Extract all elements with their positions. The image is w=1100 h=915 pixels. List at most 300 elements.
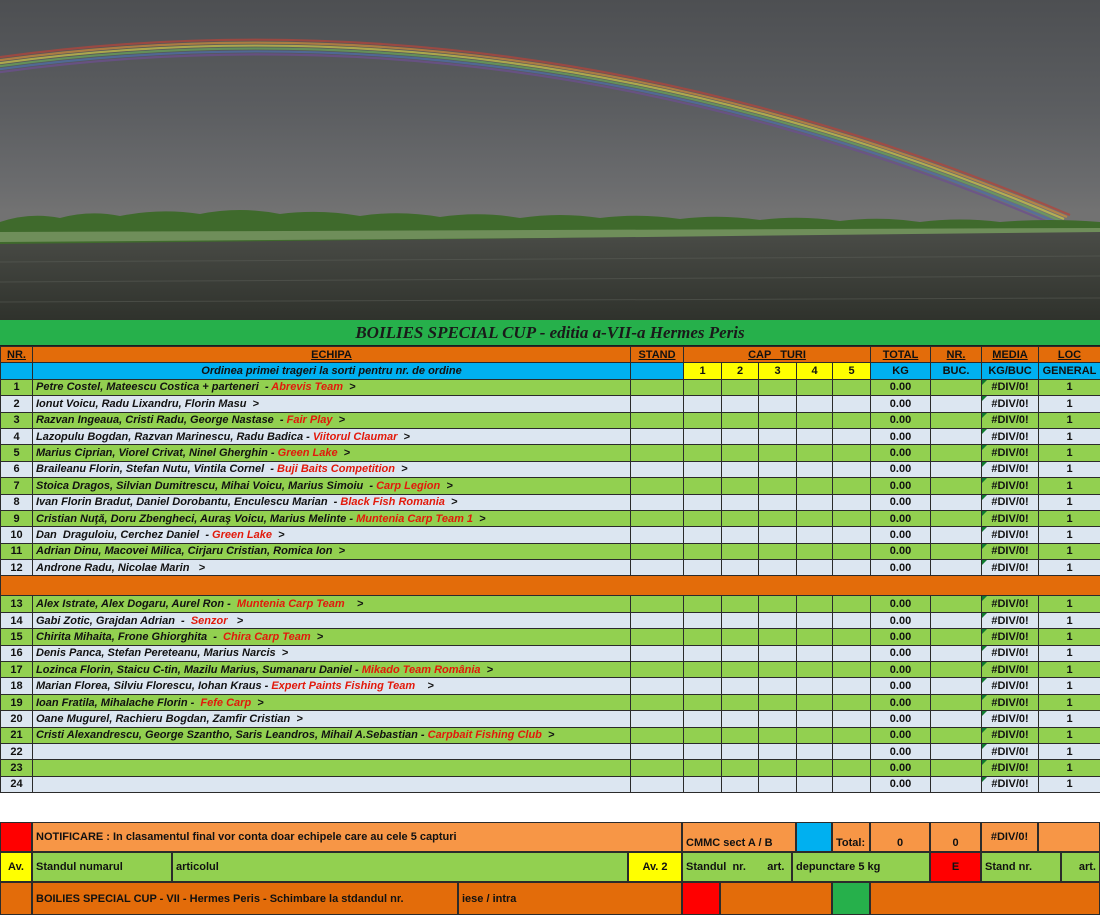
capture-cell-1[interactable]	[684, 694, 722, 710]
total-label: Total:	[832, 822, 870, 852]
capture-cell-1[interactable]	[684, 461, 722, 477]
capture-cell-2[interactable]	[722, 412, 759, 428]
capture-cell-2[interactable]	[722, 645, 759, 661]
capture-cell-3[interactable]	[759, 445, 797, 461]
buc-cell[interactable]	[931, 478, 982, 494]
loc-cell: 1	[1039, 428, 1100, 444]
capture-cell-5[interactable]	[833, 396, 871, 412]
capture-cell-3[interactable]	[759, 711, 797, 727]
page-title: BOILIES SPECIAL CUP - editia a-VII-a Hermes Peris	[0, 320, 1100, 346]
stand-cell[interactable]	[631, 510, 684, 526]
buc-cell[interactable]	[931, 629, 982, 645]
capture-cell-5[interactable]	[833, 629, 871, 645]
table-row	[1, 612, 1100, 628]
buc-cell[interactable]	[931, 445, 982, 461]
capture-cell-1[interactable]	[684, 612, 722, 628]
separator-cell	[1, 576, 1100, 596]
team-arrow: >	[541, 729, 555, 742]
capture-cell-4[interactable]	[797, 694, 833, 710]
capture-cell-3[interactable]	[759, 478, 797, 494]
stand-cell[interactable]	[631, 379, 684, 395]
team-members: Dan Draguloiu, Cerchez Daniel -	[36, 528, 213, 541]
team-name: Green Lake	[277, 447, 338, 460]
buc-cell[interactable]	[931, 461, 982, 477]
total-kg-cell: 0.00	[871, 510, 931, 526]
buc-cell[interactable]	[931, 645, 982, 661]
capture-cell-3[interactable]	[759, 543, 797, 559]
capture-cell-1[interactable]	[684, 776, 722, 792]
media-cell: #DIV/0!	[982, 645, 1039, 661]
buc-cell[interactable]	[931, 494, 982, 510]
team-arrow: >	[271, 528, 285, 541]
media-cell: #DIV/0!	[982, 743, 1039, 759]
total-kg-cell: 0.00	[871, 662, 931, 678]
team-name: Carpbait Fishing Club	[427, 729, 542, 742]
capture-cell-3[interactable]	[759, 645, 797, 661]
articolul: articolul	[172, 852, 628, 882]
stand-cell[interactable]	[631, 662, 684, 678]
capture-cell-5[interactable]	[833, 760, 871, 776]
buc-cell[interactable]	[931, 694, 982, 710]
capture-cell-3[interactable]	[759, 412, 797, 428]
notification-text: NOTIFICARE : In clasamentul final vor conta doar echipele care au cele 5 capturi	[32, 822, 682, 852]
capture-cell-5[interactable]	[833, 527, 871, 543]
capture-cell-5[interactable]	[833, 510, 871, 526]
capture-cell-5[interactable]	[833, 478, 871, 494]
capture-cell-1[interactable]	[684, 527, 722, 543]
capture-cell-2[interactable]	[722, 596, 759, 612]
buc-cell[interactable]	[931, 727, 982, 743]
capture-cell-4[interactable]	[797, 629, 833, 645]
capture-cell-2[interactable]	[722, 494, 759, 510]
total-kg-cell: 0.00	[871, 612, 931, 628]
header-total: TOTAL	[871, 347, 931, 363]
row-number: 13	[1, 596, 33, 612]
buc-cell[interactable]	[931, 662, 982, 678]
total-kg-cell: 0.00	[871, 760, 931, 776]
stand-cell[interactable]	[631, 727, 684, 743]
team-members: Cristi Alexandrescu, George Szantho, Saris Leandros, Mihail A.Sebastian -	[36, 729, 428, 742]
team-members: Lozinca Florin, Staicu C-tin, Mazilu Marius, Sumanaru Daniel -	[36, 663, 362, 676]
total-kg-cell: 0.00	[871, 494, 931, 510]
media-cell: #DIV/0!	[982, 694, 1039, 710]
capture-cell-2[interactable]	[722, 612, 759, 628]
team-cell	[33, 760, 631, 776]
row-number: 7	[1, 478, 33, 494]
media-cell: #DIV/0!	[982, 527, 1039, 543]
media-cell: #DIV/0!	[982, 596, 1039, 612]
stand-cell[interactable]	[631, 776, 684, 792]
capture-cell-1[interactable]	[684, 478, 722, 494]
capture-cell-2[interactable]	[722, 396, 759, 412]
team-members: Gabi Zotic, Grajdan Adrian -	[36, 614, 191, 627]
capture-cell-1[interactable]	[684, 494, 722, 510]
green-block	[832, 882, 870, 915]
table-row	[1, 776, 1100, 792]
row-number: 15	[1, 629, 33, 645]
total-kg-cell: 0.00	[871, 461, 931, 477]
loc-cell: 1	[1039, 678, 1100, 694]
capture-cell-1[interactable]	[684, 396, 722, 412]
capture-cell-5[interactable]	[833, 662, 871, 678]
team-name: Muntenia Carp Team	[236, 598, 345, 611]
capture-cell-4[interactable]	[797, 379, 833, 395]
total-kg-cell: 0.00	[871, 445, 931, 461]
capture-cell-4[interactable]	[797, 396, 833, 412]
capture-cell-2[interactable]	[722, 478, 759, 494]
art-label: art.	[1061, 852, 1100, 882]
capture-cell-3[interactable]	[759, 662, 797, 678]
capture-cell-1[interactable]	[684, 645, 722, 661]
stand-cell[interactable]	[631, 428, 684, 444]
team-arrow: >	[397, 430, 410, 443]
team-cell	[33, 527, 631, 543]
capture-cell-5[interactable]	[833, 612, 871, 628]
stand-cell[interactable]	[631, 760, 684, 776]
team-name: Black Fish Romania	[340, 496, 445, 509]
capture-cell-2[interactable]	[722, 510, 759, 526]
loc-cell: 1	[1039, 379, 1100, 395]
capture-cell-1[interactable]	[684, 743, 722, 759]
capture-cell-4[interactable]	[797, 445, 833, 461]
capture-cell-4[interactable]	[797, 743, 833, 759]
row-number: 17	[1, 662, 33, 678]
capture-cell-2[interactable]	[722, 760, 759, 776]
row-number: 23	[1, 760, 33, 776]
row-number: 24	[1, 776, 33, 792]
team-cell	[33, 727, 631, 743]
team-cell	[33, 776, 631, 792]
capture-cell-2[interactable]	[722, 743, 759, 759]
header-row	[1, 347, 1100, 363]
table-row	[1, 527, 1100, 543]
subheader-kg-buc: KG/BUC	[982, 363, 1039, 379]
stand-cell[interactable]	[631, 629, 684, 645]
stand-cell[interactable]	[631, 461, 684, 477]
stand-cell[interactable]	[631, 560, 684, 576]
capture-cell-3[interactable]	[759, 396, 797, 412]
buc-cell[interactable]	[931, 428, 982, 444]
standul-numarul: Standul numarul	[32, 852, 172, 882]
stand-cell[interactable]	[631, 612, 684, 628]
capture-cell-3[interactable]	[759, 776, 797, 792]
capture-cell-5[interactable]	[833, 727, 871, 743]
team-cell	[33, 412, 631, 428]
buc-cell[interactable]	[931, 678, 982, 694]
table-row	[1, 412, 1100, 428]
red-block	[682, 882, 720, 915]
stand-cell[interactable]	[631, 645, 684, 661]
capture-cell-2[interactable]	[722, 445, 759, 461]
row-number: 20	[1, 711, 33, 727]
turn-4: 4	[797, 363, 833, 379]
capture-cell-5[interactable]	[833, 461, 871, 477]
capture-cell-5[interactable]	[833, 543, 871, 559]
stand-cell[interactable]	[631, 445, 684, 461]
row-number: 22	[1, 743, 33, 759]
team-cell	[33, 560, 631, 576]
turn-5: 5	[833, 363, 871, 379]
header-loc: LOC	[1039, 347, 1100, 363]
lake-rainbow-image	[0, 0, 1100, 320]
buc-cell[interactable]	[931, 743, 982, 759]
buc-cell[interactable]	[931, 510, 982, 526]
team-name: Fair Play	[286, 414, 333, 427]
capture-cell-3[interactable]	[759, 678, 797, 694]
stand-cell[interactable]	[631, 543, 684, 559]
stand-cell[interactable]	[631, 596, 684, 612]
media-cell: #DIV/0!	[982, 662, 1039, 678]
rows-group-b	[1, 596, 1100, 793]
total-kg-cell: 0.00	[871, 743, 931, 759]
e-marker: E	[930, 852, 981, 882]
stand-cell[interactable]	[631, 412, 684, 428]
header-media: MEDIA	[982, 347, 1039, 363]
team-cell	[33, 743, 631, 759]
team-name: Fefe Carp	[200, 696, 252, 709]
capture-cell-4[interactable]	[797, 760, 833, 776]
stand-cell[interactable]	[631, 743, 684, 759]
capture-cell-3[interactable]	[759, 379, 797, 395]
capture-cell-5[interactable]	[833, 412, 871, 428]
capture-cell-5[interactable]	[833, 445, 871, 461]
capture-cell-4[interactable]	[797, 412, 833, 428]
buc-cell[interactable]	[931, 543, 982, 559]
subheader-note: Ordinea primei trageri la sorti pentru nr. de ordine	[33, 363, 631, 379]
row-number: 2	[1, 396, 33, 412]
capture-cell-1[interactable]	[684, 445, 722, 461]
capture-cell-2[interactable]	[722, 461, 759, 477]
capture-cell-3[interactable]	[759, 727, 797, 743]
capture-cell-1[interactable]	[684, 760, 722, 776]
capture-cell-3[interactable]	[759, 560, 797, 576]
table-row	[1, 694, 1100, 710]
team-cell	[33, 478, 631, 494]
capture-cell-2[interactable]	[722, 527, 759, 543]
team-name: Senzor	[190, 614, 228, 627]
buc-cell[interactable]	[931, 412, 982, 428]
header-echipa: ECHIPA	[33, 347, 631, 363]
capture-cell-1[interactable]	[684, 678, 722, 694]
loc-cell: 1	[1039, 461, 1100, 477]
buc-cell[interactable]	[931, 776, 982, 792]
capture-cell-2[interactable]	[722, 694, 759, 710]
capture-cell-3[interactable]	[759, 596, 797, 612]
stand-cell[interactable]	[631, 678, 684, 694]
buc-cell[interactable]	[931, 711, 982, 727]
team-name: Abrevis Team	[271, 381, 344, 394]
capture-cell-4[interactable]	[797, 711, 833, 727]
stand-cell[interactable]	[631, 694, 684, 710]
av-label: Av.	[0, 852, 32, 882]
media-cell: #DIV/0!	[982, 612, 1039, 628]
loc-cell: 1	[1039, 478, 1100, 494]
buc-cell[interactable]	[931, 760, 982, 776]
table-row	[1, 596, 1100, 612]
media-cell: #DIV/0!	[982, 727, 1039, 743]
capture-cell-4[interactable]	[797, 645, 833, 661]
capture-cell-1[interactable]	[684, 510, 722, 526]
capture-cell-5[interactable]	[833, 678, 871, 694]
buc-cell[interactable]	[931, 396, 982, 412]
capture-cell-4[interactable]	[797, 776, 833, 792]
capture-cell-1[interactable]	[684, 727, 722, 743]
capture-cell-2[interactable]	[722, 678, 759, 694]
header-nr: NR.	[1, 347, 33, 363]
team-name: Buji Baits Competition	[277, 463, 395, 476]
capture-cell-5[interactable]	[833, 379, 871, 395]
capture-cell-3[interactable]	[759, 629, 797, 645]
team-cell	[33, 612, 631, 628]
capture-cell-5[interactable]	[833, 560, 871, 576]
team-arrow: >	[440, 479, 453, 492]
stand-cell[interactable]	[631, 527, 684, 543]
team-cell	[33, 645, 631, 661]
capture-cell-4[interactable]	[797, 596, 833, 612]
capture-cell-2[interactable]	[722, 727, 759, 743]
buc-cell[interactable]	[931, 560, 982, 576]
team-members: Petre Costel, Mateescu Costica + parteneri -	[36, 381, 272, 394]
capture-cell-5[interactable]	[833, 711, 871, 727]
capture-cell-4[interactable]	[797, 612, 833, 628]
team-name: Green Lake	[212, 528, 272, 541]
cmmc-label: CMMC sect A / B	[682, 822, 796, 852]
capture-cell-2[interactable]	[722, 428, 759, 444]
capture-cell-4[interactable]	[797, 662, 833, 678]
buc-cell[interactable]	[931, 379, 982, 395]
capture-cell-5[interactable]	[833, 428, 871, 444]
team-name: Mikado Team România	[361, 663, 481, 676]
loc-cell: 1	[1039, 527, 1100, 543]
total-kg-cell: 0.00	[871, 776, 931, 792]
capture-cell-4[interactable]	[797, 678, 833, 694]
table-row	[1, 760, 1100, 776]
team-arrow: >	[444, 496, 458, 509]
capture-cell-1[interactable]	[684, 428, 722, 444]
capture-cell-3[interactable]	[759, 760, 797, 776]
loc-cell: 1	[1039, 662, 1100, 678]
team-cell	[33, 711, 631, 727]
team-arrow: >	[310, 630, 324, 643]
capture-cell-2[interactable]	[722, 776, 759, 792]
capture-cell-4[interactable]	[797, 510, 833, 526]
total-kg-cell: 0.00	[871, 412, 931, 428]
stand-cell[interactable]	[631, 494, 684, 510]
header-nr-buc: NR.	[931, 347, 982, 363]
capture-cell-4[interactable]	[797, 527, 833, 543]
capture-cell-2[interactable]	[722, 379, 759, 395]
buc-cell[interactable]	[931, 527, 982, 543]
capture-cell-1[interactable]	[684, 711, 722, 727]
capture-cell-1[interactable]	[684, 412, 722, 428]
buc-cell[interactable]	[931, 612, 982, 628]
table-row	[1, 445, 1100, 461]
capture-cell-5[interactable]	[833, 645, 871, 661]
capture-cell-2[interactable]	[722, 543, 759, 559]
capture-cell-1[interactable]	[684, 543, 722, 559]
media-cell: #DIV/0!	[982, 461, 1039, 477]
row-number: 4	[1, 428, 33, 444]
capture-cell-5[interactable]	[833, 776, 871, 792]
capture-cell-1[interactable]	[684, 560, 722, 576]
capture-cell-3[interactable]	[759, 428, 797, 444]
capture-cell-1[interactable]	[684, 629, 722, 645]
loc-cell: 1	[1039, 445, 1100, 461]
capture-cell-2[interactable]	[722, 662, 759, 678]
blue-marker	[796, 822, 832, 852]
total-kg-cell: 0.00	[871, 379, 931, 395]
capture-cell-2[interactable]	[722, 711, 759, 727]
row-number: 14	[1, 612, 33, 628]
team-arrow: >	[415, 680, 434, 693]
loc-cell: 1	[1039, 711, 1100, 727]
capture-cell-5[interactable]	[833, 694, 871, 710]
total-kg-cell: 0.00	[871, 527, 931, 543]
team-members: Braileanu Florin, Stefan Nutu, Vintila Cornel -	[36, 463, 278, 476]
loc-cell: 1	[1039, 645, 1100, 661]
capture-cell-3[interactable]	[759, 612, 797, 628]
capture-cell-3[interactable]	[759, 510, 797, 526]
capture-cell-3[interactable]	[759, 694, 797, 710]
capture-cell-1[interactable]	[684, 596, 722, 612]
capture-cell-5[interactable]	[833, 494, 871, 510]
row-number: 1	[1, 379, 33, 395]
total-kg-cell: 0.00	[871, 645, 931, 661]
row-number: 11	[1, 543, 33, 559]
total-kg-cell: 0.00	[871, 396, 931, 412]
capture-cell-1[interactable]	[684, 662, 722, 678]
media-cell: #DIV/0!	[982, 543, 1039, 559]
capture-cell-4[interactable]	[797, 543, 833, 559]
media-cell: #DIV/0!	[982, 678, 1039, 694]
capture-cell-3[interactable]	[759, 527, 797, 543]
capture-cell-1[interactable]	[684, 379, 722, 395]
rows-group-a	[1, 379, 1100, 576]
stand-cell[interactable]	[631, 396, 684, 412]
team-cell	[33, 596, 631, 612]
capture-cell-4[interactable]	[797, 428, 833, 444]
team-members: Cristian Nuţă, Doru Zbengheci, Auraş Voicu, Marius Melinte -	[36, 512, 357, 525]
media-cell: #DIV/0!	[982, 629, 1039, 645]
team-members: Chirita Mihaita, Frone Ghiorghita -	[36, 630, 224, 643]
capture-cell-5[interactable]	[833, 743, 871, 759]
buc-cell[interactable]	[931, 596, 982, 612]
team-name: Chira Carp Team	[223, 630, 311, 643]
capture-cell-3[interactable]	[759, 494, 797, 510]
footer-change-row	[0, 882, 1100, 915]
total-kg-cell: 0.00	[871, 678, 931, 694]
capture-cell-3[interactable]	[759, 461, 797, 477]
separator-row	[1, 576, 1100, 596]
capture-cell-2[interactable]	[722, 629, 759, 645]
stand-cell[interactable]	[631, 711, 684, 727]
stand-nr: Stand nr.	[981, 852, 1061, 882]
loc-cell: 1	[1039, 776, 1100, 792]
capture-cell-4[interactable]	[797, 727, 833, 743]
media-cell: #DIV/0!	[982, 379, 1039, 395]
capture-cell-4[interactable]	[797, 560, 833, 576]
team-members: Ivan Florin Bradut, Daniel Dorobantu, Enculescu Marian -	[36, 496, 341, 509]
av2-label: Av. 2	[628, 852, 682, 882]
table-row	[1, 428, 1100, 444]
capture-cell-4[interactable]	[797, 478, 833, 494]
capture-cell-5[interactable]	[833, 596, 871, 612]
stand-cell[interactable]	[631, 478, 684, 494]
capture-cell-4[interactable]	[797, 494, 833, 510]
capture-cell-4[interactable]	[797, 461, 833, 477]
capture-cell-2[interactable]	[722, 560, 759, 576]
capture-cell-3[interactable]	[759, 743, 797, 759]
